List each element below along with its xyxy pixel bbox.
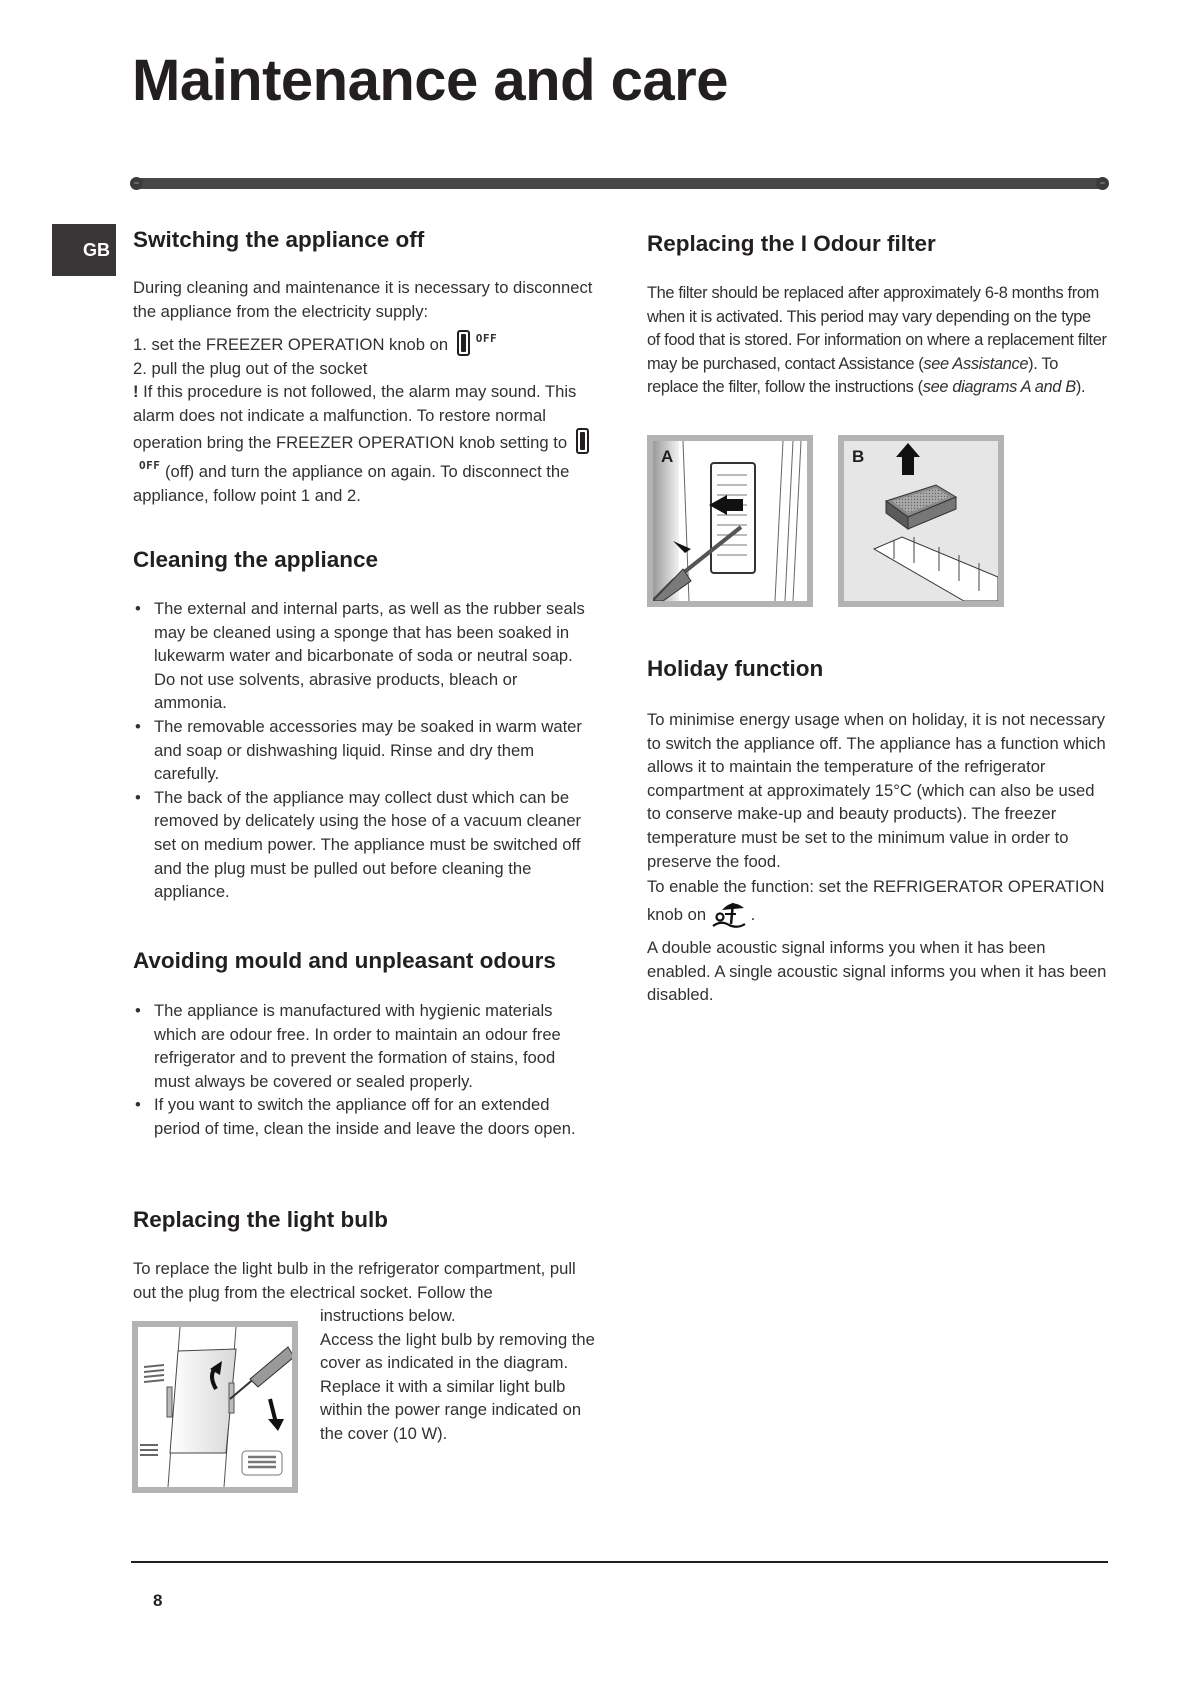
section-heading-cleaning: Cleaning the appliance xyxy=(133,547,379,572)
cleaning-body xyxy=(133,597,593,904)
switching-off-step2: 2. pull the plug out of the socket xyxy=(133,358,368,378)
assistance-reference: see Assistance xyxy=(923,354,1029,373)
mould-body xyxy=(133,999,595,1141)
section-heading-odour-filter: Replacing the I Odour filter xyxy=(647,231,936,256)
bar-end-cap xyxy=(1096,177,1109,190)
warning-icon: ! xyxy=(133,382,139,402)
light-bulb-intro: To replace the light bulb in the refrigerator compartment, pull out the plug from the electrical socket. Follow the xyxy=(133,1259,576,1302)
footer-divider xyxy=(131,1561,1108,1563)
section-heading-holiday: Holiday function xyxy=(647,656,824,681)
filter-lift-out-illustration xyxy=(844,441,998,601)
diagram-label-a: A xyxy=(661,447,674,466)
section-heading-switching-off: Switching the appliance off xyxy=(133,227,425,252)
holiday-body xyxy=(647,708,1109,1007)
section-heading-light-bulb: Replacing the light bulb xyxy=(133,1207,388,1232)
holiday-enable-instruction: To enable the function: set the REFRIGERATOR OPERATION knob on . xyxy=(647,873,1109,936)
bar-end-cap xyxy=(130,177,143,190)
holiday-description: To minimise energy usage when on holiday, it is not necessary to switch the appliance off. The appliance has a function which allows it to maintain the temperature of the refrigerator compartment at approximately 15°C (which can also be used to conserve make-up and beauty products). The freezer temperature must be set to the minimum value in order to preserve the food. xyxy=(647,710,1106,871)
list-item: • The removable accessories may be soaked in warm water and soap or dishwashing liquid. Rinse and dry them carefully. xyxy=(133,715,593,786)
odour-filter-body: The filter should be replaced after approximately 6-8 months from when it is activated. This period may vary depending on the type of food that is stored. For information on where a replacement filter may be purchased, contact Assistance (see Assistance). To replace the filter, follow the instructions (see diagrams A and B). xyxy=(647,284,1107,397)
header-divider-bar xyxy=(132,178,1107,189)
light-bulb-diagram xyxy=(132,1321,298,1493)
holiday-acoustic-signal-note: A double acoustic signal informs you when it has been enabled. A single acoustic signal informs you when it has been disabled. xyxy=(647,938,1107,1005)
list-item: • The back of the appliance may collect dust which can be removed by delicately using the hose of a vacuum cleaner set on medium power. The appliance must be switched off and the plug must be pulled out before cleaning the appliance. xyxy=(133,786,593,904)
diagram-label-b: B xyxy=(852,447,865,466)
page-title: Maintenance and care xyxy=(132,48,728,113)
diagram-reference: see diagrams A and B xyxy=(922,378,1076,397)
switching-off-warning: ! If this procedure is not followed, the alarm may sound. This alarm does not indicate a malfunction. To restore normal operation bring the FREEZER OPERATION knob setting to $^{OFF}$ (off) and turn the appliance on again. To disconnect the appliance, follow point 1 and 2. xyxy=(133,380,603,507)
switching-off-body xyxy=(133,276,603,507)
freezer-off-knob-icon xyxy=(576,428,589,454)
light-bulb-step-replace: Replace it with a similar light bulb within the power range indicated on the cover (10 W). xyxy=(320,1376,582,1443)
light-bulb-steps: instructions below. Access the light bulb by removing the cover as indicated in the diagram. Replace it with a similar light bulb within the power range indicated on the cover (10 W). xyxy=(320,1304,600,1446)
beach-umbrella-icon xyxy=(712,900,746,936)
filter-removal-illustration xyxy=(653,441,807,601)
language-tab: GB xyxy=(52,224,116,276)
filter-diagram-b xyxy=(838,435,1004,607)
section-heading-mould: Avoiding mould and unpleasant odours xyxy=(133,948,556,973)
filter-diagram-a xyxy=(647,435,813,607)
freezer-off-knob-icon xyxy=(457,330,470,356)
light-cover-removal-illustration xyxy=(138,1327,292,1487)
switching-off-step1: 1. set the FREEZER OPERATION knob on $^{OFF}$ xyxy=(133,332,498,355)
list-item: • If you want to switch the appliance off for an extended period of time, clean the inside and leave the doors open. xyxy=(133,1093,595,1140)
list-item: • The appliance is manufactured with hygienic materials which are odour free. In order to maintain an odour free refrigerator and to prevent the formation of stains, food must always be covered or sealed properly. xyxy=(133,999,595,1093)
light-bulb-step-access: Access the light bulb by removing the cover as indicated in the diagram. xyxy=(320,1329,595,1373)
switching-off-intro: During cleaning and maintenance it is necessary to disconnect the appliance from the electricity supply: xyxy=(133,278,593,321)
list-item: • The external and internal parts, as well as the rubber seals may be cleaned using a sponge that has been soaked in lukewarm water and bicarbonate of soda or neutral soap. Do not use solvents, abrasive products, bleach or ammonia. xyxy=(133,597,593,715)
page-number: 8 xyxy=(153,1591,163,1610)
